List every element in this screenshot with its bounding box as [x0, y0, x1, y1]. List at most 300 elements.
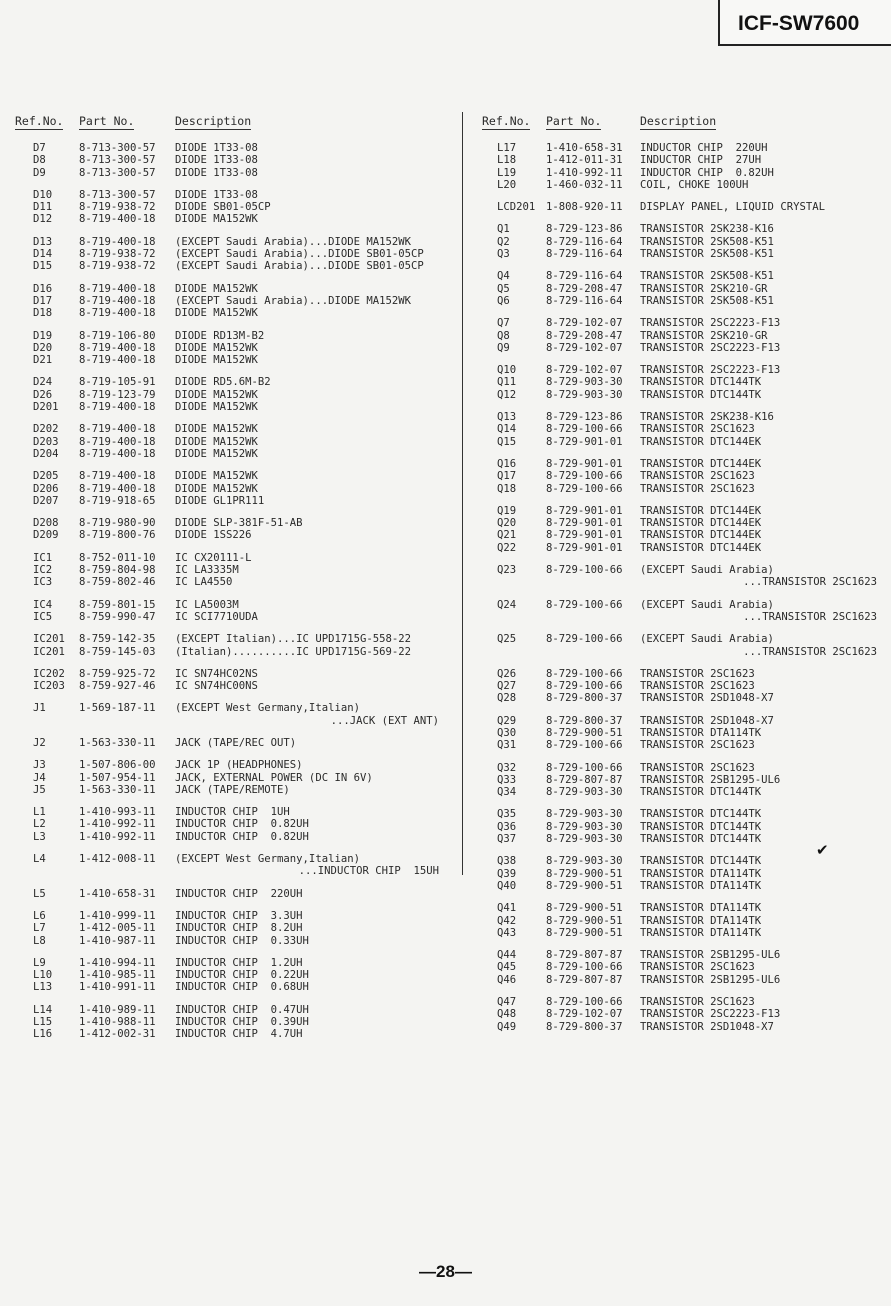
- ref-no: Q36: [497, 820, 517, 833]
- ref-no: J5: [33, 783, 46, 796]
- description: TRANSISTOR 2SC1623: [640, 996, 755, 1009]
- parts-group: [482, 949, 887, 986]
- parts-row: [15, 831, 455, 843]
- part-no: 8-729-116-64: [546, 270, 623, 283]
- left-parts-column: [15, 114, 455, 1041]
- part-no: 8-729-102-07: [546, 341, 623, 354]
- description: TRANSISTOR DTC144TK: [640, 833, 762, 846]
- description: (EXCEPT West Germany,Italian): [175, 853, 360, 866]
- parts-row: [482, 330, 887, 342]
- part-no: 1-410-989-11: [79, 1003, 156, 1016]
- ref-no: Q6: [497, 294, 510, 307]
- part-no: 8-729-102-07: [546, 364, 623, 377]
- parts-row: [482, 915, 887, 927]
- part-no: 8-729-116-64: [546, 248, 623, 261]
- description: INDUCTOR CHIP 0.22UH: [175, 969, 309, 982]
- description: IC SN74HC00NS: [175, 680, 258, 693]
- part-no: 8-729-100-66: [546, 470, 623, 483]
- ref-no: Q16: [497, 457, 517, 470]
- page-number: —28—: [419, 1262, 472, 1281]
- ref-no: D8: [33, 154, 46, 167]
- ref-no: IC3: [33, 576, 53, 589]
- part-no: 8-752-011-10: [79, 551, 156, 564]
- part-no: 8-729-901-01: [546, 435, 623, 448]
- ref-no: D204: [33, 447, 59, 460]
- part-no: 8-729-100-66: [546, 633, 623, 646]
- parts-row: [15, 910, 455, 922]
- parts-row: [482, 458, 887, 470]
- parts-row: [15, 888, 455, 900]
- parts-row: [482, 223, 887, 235]
- description: TRANSISTOR DTC144TK: [640, 820, 762, 833]
- parts-row: [15, 806, 455, 818]
- part-no: 8-719-400-18: [79, 213, 156, 226]
- ref-no: Q10: [497, 364, 517, 377]
- ref-no: D26: [33, 388, 53, 401]
- part-no: 8-729-901-01: [546, 517, 623, 530]
- right-parts-list: [482, 142, 887, 1033]
- parts-row: [482, 808, 887, 820]
- parts-group: [15, 330, 455, 367]
- description: DIODE MA152WK: [175, 341, 258, 354]
- ref-no: IC202: [33, 667, 65, 680]
- description: JACK, EXTERNAL POWER (DC IN 6V): [175, 771, 373, 784]
- ref-no: L2: [33, 818, 46, 831]
- description: INDUCTOR CHIP 8.2UH: [175, 922, 303, 935]
- part-no: 8-729-100-66: [546, 667, 623, 680]
- parts-group: [482, 505, 887, 554]
- ref-no-header: Ref.No.: [482, 114, 531, 128]
- parts-row: [482, 633, 887, 645]
- parts-row: [15, 154, 455, 166]
- part-no: 8-719-400-18: [79, 282, 156, 295]
- ref-no: D14: [33, 248, 53, 261]
- part-no: 8-719-400-18: [79, 307, 156, 320]
- part-no: 8-729-900-51: [546, 914, 623, 927]
- part-no: 8-713-300-57: [79, 154, 156, 167]
- parts-row: [15, 668, 455, 680]
- ref-no: IC201: [33, 633, 65, 646]
- parts-group: [482, 564, 887, 589]
- ref-no: L5: [33, 887, 46, 900]
- ref-no: Q2: [497, 235, 510, 248]
- ref-no: Q35: [497, 808, 517, 821]
- ref-no: Q32: [497, 761, 517, 774]
- description: IC SCI7710UDA: [175, 610, 258, 623]
- parts-row: [15, 922, 455, 934]
- parts-row: [15, 423, 455, 435]
- parts-group: [15, 552, 455, 589]
- description-continuation: [15, 715, 455, 727]
- description: (EXCEPT Saudi Arabia): [640, 633, 774, 646]
- part-no: 8-729-901-01: [546, 504, 623, 517]
- parts-group: [15, 189, 455, 226]
- description: (EXCEPT Saudi Arabia)...DIODE SB01-05CP: [175, 260, 424, 273]
- description: TRANSISTOR 2SD1048-X7: [640, 1020, 774, 1033]
- ref-no: Q29: [497, 714, 517, 727]
- parts-group: [482, 855, 887, 892]
- ref-no: D201: [33, 401, 59, 414]
- part-no: 8-713-300-57: [79, 142, 156, 154]
- ref-no: Q49: [497, 1020, 517, 1033]
- parts-group: [15, 737, 455, 749]
- ref-no: Q23: [497, 564, 517, 577]
- parts-row: [15, 401, 455, 413]
- part-no: 1-412-005-11: [79, 922, 156, 935]
- parts-row: [482, 317, 887, 329]
- parts-row: [15, 576, 455, 588]
- ref-no: D7: [33, 142, 46, 154]
- ref-no: D21: [33, 354, 53, 367]
- right-column-header: [482, 114, 887, 134]
- parts-group: [482, 902, 887, 939]
- part-no: 8-719-400-18: [79, 341, 156, 354]
- description: INDUCTOR CHIP 0.39UH: [175, 1016, 309, 1029]
- description: TRANSISTOR DTC144EK: [640, 529, 762, 542]
- description: TRANSISTOR 2SC1623: [640, 482, 755, 495]
- parts-row: [482, 868, 887, 880]
- parts-row: [15, 646, 455, 658]
- parts-row: [482, 564, 887, 576]
- description: TRANSISTOR 2SB1295-UL6: [640, 773, 781, 786]
- parts-row: [15, 236, 455, 248]
- description: DIODE MA152WK: [175, 447, 258, 460]
- part-no: 8-719-400-18: [79, 435, 156, 448]
- ref-no: L10: [33, 969, 53, 982]
- description: TRANSISTOR DTA114TK: [640, 867, 762, 880]
- description: TRANSISTOR DTC144TK: [640, 376, 762, 389]
- right-parts-column: [482, 114, 887, 1033]
- description: INDUCTOR CHIP 220UH: [640, 142, 768, 154]
- description: TRANSISTOR 2SC1623: [640, 470, 755, 483]
- description: DIODE MA152WK: [175, 354, 258, 367]
- parts-row: [15, 1028, 455, 1040]
- parts-group: [15, 806, 455, 843]
- ref-no: L15: [33, 1016, 53, 1029]
- parts-group: [15, 517, 455, 542]
- part-no: 8-729-901-01: [546, 457, 623, 470]
- parts-row: [482, 364, 887, 376]
- description: DIODE 1T33-08: [175, 142, 258, 154]
- parts-group: [482, 996, 887, 1033]
- parts-row: [482, 774, 887, 786]
- description: IC LA5003M: [175, 598, 239, 611]
- ref-no: D16: [33, 282, 53, 295]
- description-header: Description: [175, 114, 252, 128]
- parts-row: [482, 236, 887, 248]
- parts-row: [482, 529, 887, 541]
- part-no: 8-729-100-66: [546, 423, 623, 436]
- ref-no: Q1: [497, 223, 510, 236]
- ref-no: D12: [33, 213, 53, 226]
- part-no: 8-719-938-72: [79, 201, 156, 214]
- description: (Italian)..........IC UPD1715G-569-22: [175, 645, 411, 658]
- parts-row: [15, 680, 455, 692]
- part-no: 8-759-927-46: [79, 680, 156, 693]
- ref-no: Q20: [497, 517, 517, 530]
- parts-row: [15, 354, 455, 366]
- description: TRANSISTOR 2SC1623: [640, 761, 755, 774]
- description: INDUCTOR CHIP 0.82UH: [640, 166, 774, 179]
- part-no: 8-729-100-66: [546, 680, 623, 693]
- part-no: 1-410-992-11: [546, 166, 623, 179]
- part-no: 8-729-903-30: [546, 388, 623, 401]
- ref-no: Q18: [497, 482, 517, 495]
- ref-no: L17: [497, 142, 517, 154]
- ref-no: Q31: [497, 739, 517, 752]
- part-no: 1-410-991-11: [79, 981, 156, 994]
- part-no: 8-759-925-72: [79, 667, 156, 680]
- part-no: 8-729-903-30: [546, 786, 623, 799]
- parts-row: [482, 505, 887, 517]
- description: TRANSISTOR 2SC2223-F13: [640, 317, 781, 330]
- ref-no: Q21: [497, 529, 517, 542]
- part-no: 8-729-903-30: [546, 820, 623, 833]
- description: INDUCTOR CHIP 0.82UH: [175, 818, 309, 831]
- parts-group: [15, 957, 455, 994]
- part-no: 1-410-993-11: [79, 806, 156, 819]
- part-no: 8-719-400-18: [79, 482, 156, 495]
- ref-no: L16: [33, 1028, 53, 1041]
- part-no: 1-563-330-11: [79, 736, 156, 749]
- ref-no: Q41: [497, 902, 517, 915]
- description: IC LA4550: [175, 576, 233, 589]
- parts-row: [482, 248, 887, 260]
- ref-no: Q8: [497, 329, 510, 342]
- description: TRANSISTOR 2SK508-K51: [640, 294, 774, 307]
- part-no: 8-729-800-37: [546, 1020, 623, 1033]
- part-no: 8-729-100-66: [546, 761, 623, 774]
- parts-row: [482, 821, 887, 833]
- description: DIODE 1SS226: [175, 529, 252, 542]
- description: DIODE SB01-05CP: [175, 201, 271, 214]
- parts-group: [482, 599, 887, 624]
- description: (EXCEPT Saudi Arabia)...DIODE MA152WK: [175, 235, 411, 248]
- part-no: 8-759-802-46: [79, 576, 156, 589]
- parts-row: [15, 772, 455, 784]
- part-no: 1-410-994-11: [79, 956, 156, 969]
- parts-group: [482, 223, 887, 260]
- parts-row: [15, 935, 455, 947]
- description: TRANSISTOR DTA114TK: [640, 926, 762, 939]
- part-no: 8-759-145-03: [79, 645, 156, 658]
- ref-no: Q22: [497, 541, 517, 554]
- ref-no: Q15: [497, 435, 517, 448]
- ref-no: D202: [33, 423, 59, 436]
- parts-row: [15, 759, 455, 771]
- part-no: 8-729-116-64: [546, 294, 623, 307]
- parts-row: [482, 179, 887, 191]
- ref-no: Q4: [497, 270, 510, 283]
- part-no: 8-729-208-47: [546, 282, 623, 295]
- part-no: 8-729-903-30: [546, 833, 623, 846]
- part-no: 8-729-807-87: [546, 949, 623, 962]
- ref-no: D19: [33, 329, 53, 342]
- parts-row: [482, 1008, 887, 1020]
- parts-row: [15, 295, 455, 307]
- parts-row: [482, 411, 887, 423]
- part-no: 1-412-008-11: [79, 853, 156, 866]
- parts-group: [482, 364, 887, 401]
- part-no: 8-719-105-91: [79, 376, 156, 389]
- description: TRANSISTOR DTC144TK: [640, 388, 762, 401]
- parts-row: [15, 495, 455, 507]
- parts-row: [15, 342, 455, 354]
- ref-no: L1: [33, 806, 46, 819]
- parts-group: [15, 283, 455, 320]
- description: TRANSISTOR DTC144TK: [640, 855, 762, 868]
- parts-row: [482, 295, 887, 307]
- parts-row: [15, 389, 455, 401]
- parts-row: [482, 154, 887, 166]
- parts-row: [482, 542, 887, 554]
- part-no: 8-729-123-86: [546, 411, 623, 424]
- description: (EXCEPT Saudi Arabia)...DIODE MA152WK: [175, 294, 411, 307]
- parts-group: [15, 142, 455, 179]
- ref-no: L20: [497, 178, 517, 191]
- description: TRANSISTOR 2SK508-K51: [640, 248, 774, 261]
- ref-no: Q38: [497, 855, 517, 868]
- part-no: 8-729-800-37: [546, 714, 623, 727]
- ref-no: D18: [33, 307, 53, 320]
- description: INDUCTOR CHIP 3.3UH: [175, 909, 303, 922]
- part-no: 8-729-901-01: [546, 529, 623, 542]
- ref-no: Q42: [497, 914, 517, 927]
- description: TRANSISTOR DTA114TK: [640, 914, 762, 927]
- left-parts-list: [15, 142, 455, 1041]
- description: TRANSISTOR 2SC2223-F13: [640, 364, 781, 377]
- parts-row: [15, 167, 455, 179]
- description: (EXCEPT Italian)...IC UPD1715G-558-22: [175, 633, 411, 646]
- parts-group: [15, 888, 455, 900]
- ref-no: D11: [33, 201, 53, 214]
- part-no: 8-713-300-57: [79, 166, 156, 179]
- description: COIL, CHOKE 100UH: [640, 178, 749, 191]
- part-no: 8-729-100-66: [546, 996, 623, 1009]
- part-no: 8-729-900-51: [546, 726, 623, 739]
- parts-row: [15, 611, 455, 623]
- description: DIODE MA152WK: [175, 482, 258, 495]
- part-no: 8-719-938-72: [79, 248, 156, 261]
- description: TRANSISTOR 2SK210-GR: [640, 282, 768, 295]
- description: IC LA3335M: [175, 564, 239, 577]
- part-no: 8-719-400-18: [79, 294, 156, 307]
- parts-row: [15, 201, 455, 213]
- ref-no: L4: [33, 853, 46, 866]
- part-no: 8-719-918-65: [79, 494, 156, 507]
- description: TRANSISTOR 2SB1295-UL6: [640, 949, 781, 962]
- ref-no: Q43: [497, 926, 517, 939]
- part-no: 1-410-658-31: [79, 887, 156, 900]
- parts-row: [482, 880, 887, 892]
- parts-row: [15, 436, 455, 448]
- ref-no: D17: [33, 294, 53, 307]
- model-title: ICF-SW7600: [738, 12, 860, 35]
- part-no: 1-507-954-11: [79, 771, 156, 784]
- description: INDUCTOR CHIP 27UH: [640, 154, 762, 167]
- parts-row: [15, 376, 455, 388]
- ref-no: Q26: [497, 667, 517, 680]
- part-no: 1-507-806-00: [79, 759, 156, 772]
- parts-group: [482, 317, 887, 354]
- description-continuation-text: ...INDUCTOR CHIP 15UH: [298, 865, 439, 878]
- ref-no: Q12: [497, 388, 517, 401]
- part-no: 8-719-106-80: [79, 329, 156, 342]
- description: DIODE SLP-381F-51-AB: [175, 517, 303, 530]
- description: IC CX20111-L: [175, 551, 252, 564]
- part-no: 8-729-100-66: [546, 961, 623, 974]
- parts-row: [15, 818, 455, 830]
- parts-row: [15, 448, 455, 460]
- ref-no-header: Ref.No.: [15, 114, 64, 128]
- description: TRANSISTOR 2SB1295-UL6: [640, 973, 781, 986]
- description: TRANSISTOR DTC144EK: [640, 541, 762, 554]
- ref-no: Q28: [497, 692, 517, 705]
- description: JACK (TAPE/REMOTE): [175, 783, 290, 796]
- parts-group: [15, 470, 455, 507]
- part-no: 8-719-400-18: [79, 235, 156, 248]
- parts-group: [482, 668, 887, 705]
- description: TRANSISTOR 2SK238-K16: [640, 223, 774, 236]
- part-no: 8-729-116-64: [546, 235, 623, 248]
- parts-row: [482, 961, 887, 973]
- ref-no: L8: [33, 934, 46, 947]
- description: TRANSISTOR 2SK210-GR: [640, 329, 768, 342]
- parts-row: [482, 423, 887, 435]
- parts-row: [482, 283, 887, 295]
- description: TRANSISTOR DTC144EK: [640, 517, 762, 530]
- parts-row: [15, 283, 455, 295]
- description: DIODE MA152WK: [175, 423, 258, 436]
- part-no: 1-410-999-11: [79, 909, 156, 922]
- parts-row: [482, 201, 887, 213]
- part-no: 8-729-900-51: [546, 867, 623, 880]
- description: TRANSISTOR DTC144EK: [640, 504, 762, 517]
- part-no-header: Part No.: [546, 114, 602, 128]
- parts-row: [15, 599, 455, 611]
- parts-row: [482, 680, 887, 692]
- part-no: 8-729-102-07: [546, 317, 623, 330]
- parts-row: [482, 727, 887, 739]
- ref-no: J2: [33, 736, 46, 749]
- part-no: 8-719-400-18: [79, 470, 156, 483]
- part-no: 1-410-988-11: [79, 1016, 156, 1029]
- description-continuation: [482, 611, 887, 623]
- parts-group: [15, 633, 455, 658]
- parts-group: [482, 411, 887, 448]
- description-header: Description: [640, 114, 717, 128]
- ref-no: Q25: [497, 633, 517, 646]
- parts-group: [482, 762, 887, 799]
- part-no: 8-719-980-90: [79, 517, 156, 530]
- description: INDUCTOR CHIP 0.68UH: [175, 981, 309, 994]
- ref-no: D205: [33, 470, 59, 483]
- parts-row: [482, 436, 887, 448]
- description: INDUCTOR CHIP 0.82UH: [175, 830, 309, 843]
- ref-no: J1: [33, 702, 46, 715]
- description: DIODE 1T33-08: [175, 188, 258, 201]
- ref-no: Q3: [497, 248, 510, 261]
- ref-no: D20: [33, 341, 53, 354]
- description-continuation: [482, 646, 887, 658]
- parts-group: [15, 1004, 455, 1041]
- parts-row: [482, 902, 887, 914]
- parts-row: [15, 1016, 455, 1028]
- part-no: 8-719-400-18: [79, 447, 156, 460]
- description: INDUCTOR CHIP 1UH: [175, 806, 290, 819]
- description: INDUCTOR CHIP 0.47UH: [175, 1003, 309, 1016]
- ref-no: Q37: [497, 833, 517, 846]
